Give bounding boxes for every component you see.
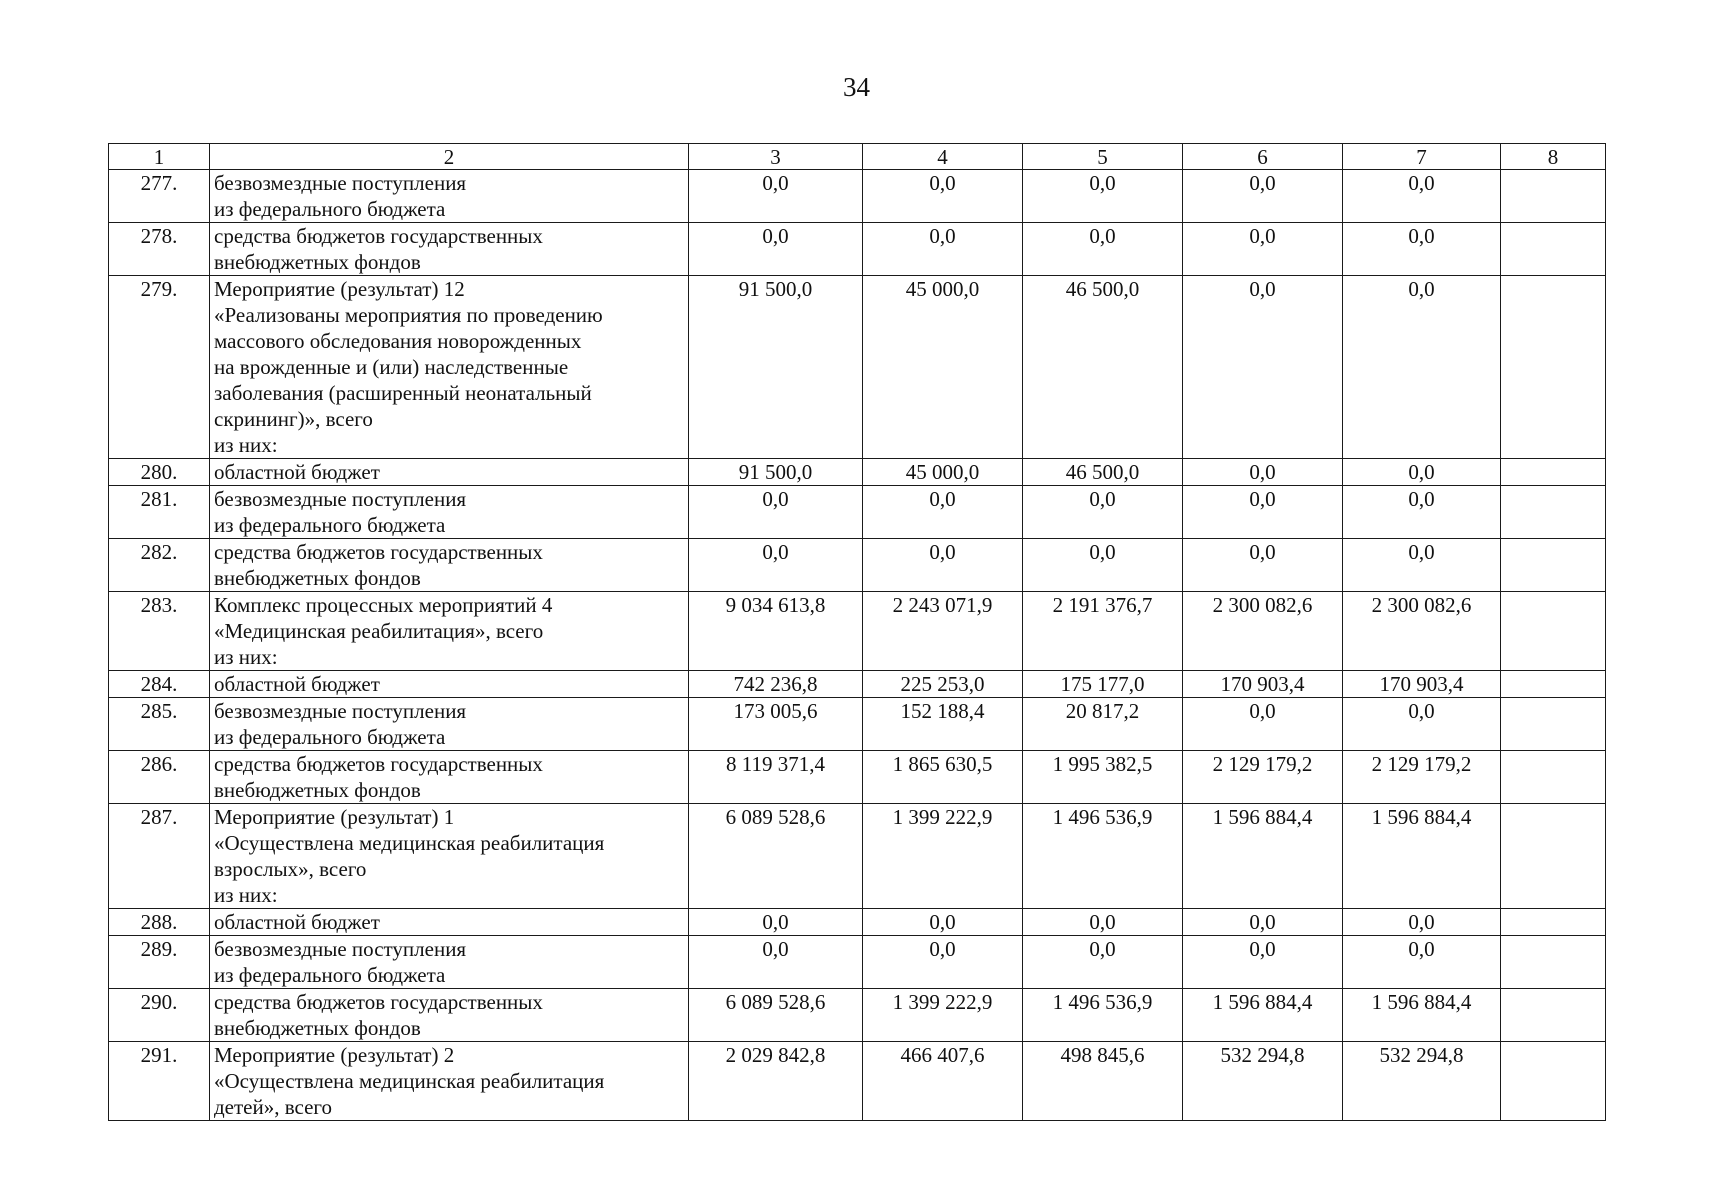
row-number: 282. (109, 539, 210, 592)
row-description: Мероприятие (результат) 12 «Реализованы мероприятия по проведению массового обследования новорожденных на врожденные и (или) наследственные заболевания (расширенный неонатальный скрининг)», всего из них: (210, 276, 689, 459)
value-cell-col4: 1 399 222,9 (863, 804, 1023, 909)
row-description: областной бюджет (210, 671, 689, 698)
value-cell-col4: 45 000,0 (863, 459, 1023, 486)
table-row (109, 751, 1606, 804)
table-row (109, 671, 1606, 698)
value-cell-col7: 0,0 (1343, 539, 1501, 592)
table-body (109, 170, 1606, 1121)
value-cell-col4: 45 000,0 (863, 276, 1023, 459)
value-cell-col4: 0,0 (863, 223, 1023, 276)
value-cell-col6: 170 903,4 (1183, 671, 1343, 698)
value-cell-col7: 0,0 (1343, 909, 1501, 936)
value-cell-col8 (1501, 804, 1606, 909)
value-cell-col6: 0,0 (1183, 698, 1343, 751)
value-cell-col3: 0,0 (689, 539, 863, 592)
value-cell-col6: 0,0 (1183, 909, 1343, 936)
value-cell-col7: 0,0 (1343, 170, 1501, 223)
value-cell-col8 (1501, 276, 1606, 459)
value-cell-col6: 1 596 884,4 (1183, 989, 1343, 1042)
value-cell-col5: 175 177,0 (1023, 671, 1183, 698)
value-cell-col7: 0,0 (1343, 276, 1501, 459)
table-header (109, 144, 1606, 170)
header-cell: 8 (1501, 144, 1606, 170)
value-cell-col8 (1501, 909, 1606, 936)
row-number: 279. (109, 276, 210, 459)
row-description: безвозмездные поступления из федерального бюджета (210, 698, 689, 751)
value-cell-col6: 0,0 (1183, 539, 1343, 592)
value-cell-col7: 170 903,4 (1343, 671, 1501, 698)
table-row (109, 936, 1606, 989)
value-cell-col3: 6 089 528,6 (689, 804, 863, 909)
row-number: 281. (109, 486, 210, 539)
table-row (109, 276, 1606, 459)
table-row (109, 592, 1606, 671)
value-cell-col7: 0,0 (1343, 223, 1501, 276)
header-cell: 5 (1023, 144, 1183, 170)
row-number: 278. (109, 223, 210, 276)
row-description: безвозмездные поступления из федерального бюджета (210, 936, 689, 989)
value-cell-col6: 0,0 (1183, 459, 1343, 486)
table-row (109, 486, 1606, 539)
value-cell-col4: 1 865 630,5 (863, 751, 1023, 804)
row-description: Мероприятие (результат) 2 «Осуществлена медицинская реабилитация детей», всего (210, 1042, 689, 1121)
value-cell-col8 (1501, 223, 1606, 276)
value-cell-col5: 0,0 (1023, 223, 1183, 276)
value-cell-col3: 2 029 842,8 (689, 1042, 863, 1121)
header-cell: 4 (863, 144, 1023, 170)
table-row (109, 459, 1606, 486)
value-cell-col8 (1501, 170, 1606, 223)
header-cell: 1 (109, 144, 210, 170)
value-cell-col8 (1501, 459, 1606, 486)
value-cell-col3: 9 034 613,8 (689, 592, 863, 671)
page-number: 34 (843, 72, 870, 102)
value-cell-col3: 8 119 371,4 (689, 751, 863, 804)
row-description: средства бюджетов государственных внебюджетных фондов (210, 539, 689, 592)
row-number: 290. (109, 989, 210, 1042)
value-cell-col4: 152 188,4 (863, 698, 1023, 751)
value-cell-col5: 2 191 376,7 (1023, 592, 1183, 671)
value-cell-col3: 0,0 (689, 223, 863, 276)
value-cell-col6: 0,0 (1183, 486, 1343, 539)
value-cell-col3: 173 005,6 (689, 698, 863, 751)
value-cell-col7: 0,0 (1343, 698, 1501, 751)
header-cell: 7 (1343, 144, 1501, 170)
value-cell-col3: 0,0 (689, 936, 863, 989)
row-description: Комплекс процессных мероприятий 4 «Медицинская реабилитация», всего из них: (210, 592, 689, 671)
header-cell: 2 (210, 144, 689, 170)
header-cell: 3 (689, 144, 863, 170)
value-cell-col6: 2 300 082,6 (1183, 592, 1343, 671)
value-cell-col8 (1501, 539, 1606, 592)
row-number: 285. (109, 698, 210, 751)
value-cell-col7: 0,0 (1343, 936, 1501, 989)
value-cell-col6: 0,0 (1183, 936, 1343, 989)
table-row (109, 909, 1606, 936)
value-cell-col8 (1501, 1042, 1606, 1121)
value-cell-col7: 1 596 884,4 (1343, 989, 1501, 1042)
row-number: 291. (109, 1042, 210, 1121)
value-cell-col3: 0,0 (689, 486, 863, 539)
value-cell-col7: 0,0 (1343, 459, 1501, 486)
value-cell-col5: 46 500,0 (1023, 276, 1183, 459)
row-number: 289. (109, 936, 210, 989)
value-cell-col8 (1501, 592, 1606, 671)
value-cell-col5: 46 500,0 (1023, 459, 1183, 486)
header-row (109, 144, 1606, 170)
value-cell-col3: 6 089 528,6 (689, 989, 863, 1042)
value-cell-col8 (1501, 486, 1606, 539)
value-cell-col7: 1 596 884,4 (1343, 804, 1501, 909)
value-cell-col4: 1 399 222,9 (863, 989, 1023, 1042)
budget-table (108, 143, 1606, 1121)
row-number: 280. (109, 459, 210, 486)
table-row (109, 804, 1606, 909)
table-row (109, 1042, 1606, 1121)
value-cell-col8 (1501, 671, 1606, 698)
row-number: 283. (109, 592, 210, 671)
value-cell-col8 (1501, 989, 1606, 1042)
row-description: безвозмездные поступления из федерального бюджета (210, 486, 689, 539)
value-cell-col4: 0,0 (863, 909, 1023, 936)
value-cell-col3: 91 500,0 (689, 459, 863, 486)
value-cell-col7: 2 129 179,2 (1343, 751, 1501, 804)
value-cell-col5: 498 845,6 (1023, 1042, 1183, 1121)
value-cell-col3: 742 236,8 (689, 671, 863, 698)
table-row (109, 223, 1606, 276)
value-cell-col6: 0,0 (1183, 276, 1343, 459)
value-cell-col5: 20 817,2 (1023, 698, 1183, 751)
table-row (109, 170, 1606, 223)
table-row (109, 539, 1606, 592)
value-cell-col3: 0,0 (689, 909, 863, 936)
value-cell-col6: 2 129 179,2 (1183, 751, 1343, 804)
value-cell-col8 (1501, 936, 1606, 989)
value-cell-col7: 2 300 082,6 (1343, 592, 1501, 671)
value-cell-col4: 0,0 (863, 936, 1023, 989)
value-cell-col4: 466 407,6 (863, 1042, 1023, 1121)
table-row (109, 698, 1606, 751)
table-row (109, 989, 1606, 1042)
value-cell-col7: 0,0 (1343, 486, 1501, 539)
header-cell: 6 (1183, 144, 1343, 170)
value-cell-col5: 1 496 536,9 (1023, 989, 1183, 1042)
row-description: областной бюджет (210, 459, 689, 486)
value-cell-col5: 0,0 (1023, 539, 1183, 592)
row-description: областной бюджет (210, 909, 689, 936)
value-cell-col5: 1 496 536,9 (1023, 804, 1183, 909)
value-cell-col6: 1 596 884,4 (1183, 804, 1343, 909)
row-description: средства бюджетов государственных внебюджетных фондов (210, 751, 689, 804)
row-number: 286. (109, 751, 210, 804)
row-number: 277. (109, 170, 210, 223)
row-description: безвозмездные поступления из федерального бюджета (210, 170, 689, 223)
value-cell-col7: 532 294,8 (1343, 1042, 1501, 1121)
value-cell-col8 (1501, 751, 1606, 804)
value-cell-col4: 0,0 (863, 170, 1023, 223)
row-description: средства бюджетов государственных внебюджетных фондов (210, 989, 689, 1042)
row-number: 288. (109, 909, 210, 936)
row-number: 287. (109, 804, 210, 909)
row-description: Мероприятие (результат) 1 «Осуществлена медицинская реабилитация взрослых», всего из них: (210, 804, 689, 909)
value-cell-col5: 0,0 (1023, 486, 1183, 539)
value-cell-col5: 0,0 (1023, 909, 1183, 936)
value-cell-col8 (1501, 698, 1606, 751)
value-cell-col3: 0,0 (689, 170, 863, 223)
value-cell-col4: 0,0 (863, 539, 1023, 592)
value-cell-col4: 225 253,0 (863, 671, 1023, 698)
value-cell-col5: 0,0 (1023, 170, 1183, 223)
value-cell-col5: 1 995 382,5 (1023, 751, 1183, 804)
value-cell-col4: 2 243 071,9 (863, 592, 1023, 671)
value-cell-col3: 91 500,0 (689, 276, 863, 459)
value-cell-col6: 0,0 (1183, 170, 1343, 223)
row-description: средства бюджетов государственных внебюджетных фондов (210, 223, 689, 276)
value-cell-col6: 0,0 (1183, 223, 1343, 276)
value-cell-col4: 0,0 (863, 486, 1023, 539)
value-cell-col6: 532 294,8 (1183, 1042, 1343, 1121)
row-number: 284. (109, 671, 210, 698)
value-cell-col5: 0,0 (1023, 936, 1183, 989)
